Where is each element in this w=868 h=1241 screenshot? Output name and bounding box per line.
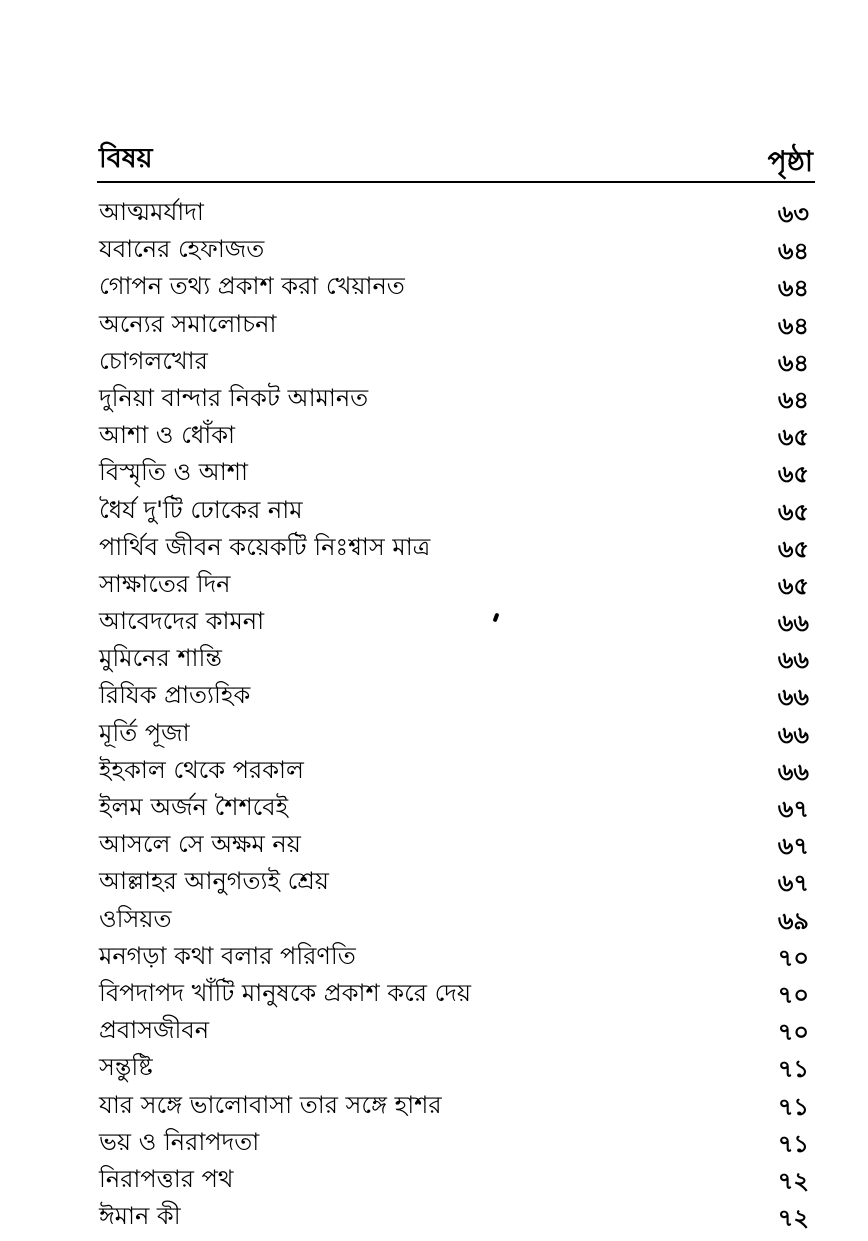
toc-entry-page-number: ৬৭	[777, 832, 809, 861]
toc-entry-page-number: ৭১	[777, 1129, 809, 1158]
toc-entry-title: নিরাপত্তার পথ	[99, 1164, 234, 1193]
toc-entry	[97, 1087, 815, 1124]
toc-entry-title: আবেদদের কামনা	[99, 607, 265, 636]
toc-entry-title: সাক্ষাতের দিন	[99, 569, 231, 598]
toc-entry	[97, 268, 815, 305]
toc-entry-page-number: ৬৭	[777, 869, 809, 898]
toc-entry	[97, 1012, 815, 1049]
toc-entry-page-number: ৬৫	[777, 460, 809, 489]
toc-entry-title: যবানের হেফাজত	[99, 235, 265, 264]
toc-entry-title: ভয় ও নিরাপদতা	[99, 1127, 260, 1156]
toc-entry	[97, 231, 815, 268]
toc-entry-page-number: ৬৬	[777, 757, 809, 786]
toc-entry-title: আত্মমর্যাদা	[99, 198, 204, 226]
toc-entry-title: মনগড়া কথা বলার পরিণতি	[99, 941, 356, 970]
toc-entry-title: আশা ও ধোঁকা	[99, 421, 235, 450]
toc-entry	[97, 380, 815, 417]
toc-entry	[97, 343, 815, 380]
toc-entry-title: আসলে সে অক্ষম নয়	[99, 830, 301, 859]
toc-entry-title: যার সঙ্গে ভালোবাসা তার সঙ্গে হাশর	[99, 1090, 442, 1119]
toc-entry-title: গোপন তথ্য প্রকাশ করা খেয়ানত	[99, 272, 405, 301]
toc-entry	[97, 1049, 815, 1086]
toc-entry	[97, 603, 815, 640]
toc-entry	[97, 752, 815, 789]
toc-entry-page-number: ৬৬	[777, 720, 809, 749]
toc-entry-page-number: ৬৪	[777, 237, 809, 266]
toc-entry-title: ঈমান কী	[99, 1202, 181, 1231]
toc-entry-page-number: ৭১	[777, 1092, 809, 1121]
toc-entry	[97, 715, 815, 752]
toc-entry-page-number: ৬৪	[777, 385, 809, 414]
toc-entry	[97, 529, 815, 566]
toc-entry-page-number: ৬৫	[777, 423, 809, 452]
toc-entry	[97, 194, 815, 231]
toc-entry-title: সন্তুষ্টি	[99, 1053, 153, 1082]
toc-header	[97, 138, 815, 182]
toc-entry	[97, 417, 815, 454]
toc-entry	[97, 975, 815, 1012]
table-of-contents	[97, 194, 815, 1235]
toc-entry-page-number: ৭২	[777, 1166, 809, 1195]
toc-entry-page-number: ৬৬	[777, 609, 809, 638]
toc-entry-title: ধৈর্য দু'টি ঢোকের নাম	[99, 495, 303, 524]
toc-entry	[97, 640, 815, 677]
toc-entry-page-number: ৬৫	[777, 534, 809, 563]
toc-entry-page-number: ৬৪	[777, 348, 809, 377]
toc-entry	[97, 1198, 815, 1235]
toc-entry-page-number: ৬৫	[777, 571, 809, 600]
toc-entry-title: অন্যের সমালোচনা	[99, 309, 277, 338]
toc-entry	[97, 901, 815, 938]
toc-entry-title: বিস্মৃতি ও আশা	[99, 458, 248, 487]
toc-entry-title: রিযিক প্রাত্যহিক	[99, 681, 251, 710]
toc-entry-title: মূর্তি পূজা	[99, 718, 190, 747]
toc-entry	[97, 454, 815, 491]
toc-entry-title: ওসিয়ত	[99, 904, 172, 933]
toc-entry-page-number: ৬৪	[777, 311, 809, 340]
toc-entry	[97, 1161, 815, 1198]
toc-entry-title: পার্থিব জীবন কয়েকটি নিঃশ্বাস মাত্র	[99, 532, 431, 561]
toc-entry	[97, 306, 815, 343]
toc-entry	[97, 863, 815, 900]
toc-entry-page-number: ৬৬	[777, 646, 809, 675]
toc-entry-page-number: ৬৩	[777, 200, 809, 228]
toc-entry	[97, 492, 815, 529]
toc-entry-title: মুমিনের শান্তি	[99, 644, 222, 673]
topic-column-heading: বিষয়	[99, 143, 153, 174]
toc-entry	[97, 677, 815, 714]
toc-entry-page-number: ৬৫	[777, 497, 809, 526]
page-column-heading: পৃষ্ঠা	[767, 145, 813, 178]
toc-entry-page-number: ৬৪	[777, 274, 809, 303]
toc-entry-page-number: ৬৬	[777, 683, 809, 712]
toc-entry-page-number: ৭০	[777, 980, 809, 1009]
toc-entry-title: ইলম অর্জন শৈশবেই	[99, 793, 289, 821]
toc-entry	[97, 789, 815, 826]
toc-entry-page-number: ৬৯	[777, 906, 809, 935]
header-divider	[97, 181, 815, 183]
toc-entry-page-number: ৭০	[777, 1018, 809, 1047]
toc-entry-title: দুনিয়া বান্দার নিকট আমানত	[99, 383, 369, 412]
toc-entry-title: আল্লাহর আনুগত্যই শ্রেয়	[99, 867, 329, 896]
toc-entry	[97, 566, 815, 603]
toc-entry-page-number: ৬৭	[777, 795, 809, 823]
toc-entry-title: প্রবাসজীবন	[99, 1016, 210, 1045]
toc-entry-title: ইহকাল থেকে পরকাল	[99, 755, 304, 784]
toc-entry-page-number: ৭২	[777, 1204, 809, 1233]
toc-entry-title: বিপদাপদ খাঁটি মানুষকে প্রকাশ করে দেয়	[99, 978, 472, 1007]
toc-entry-title: চোগলখোর	[99, 346, 208, 375]
toc-entry	[97, 938, 815, 975]
toc-entry-page-number: ৭১	[777, 1055, 809, 1084]
toc-entry-page-number: ৭০	[777, 943, 809, 972]
toc-entry	[97, 826, 815, 863]
toc-entry	[97, 1124, 815, 1161]
